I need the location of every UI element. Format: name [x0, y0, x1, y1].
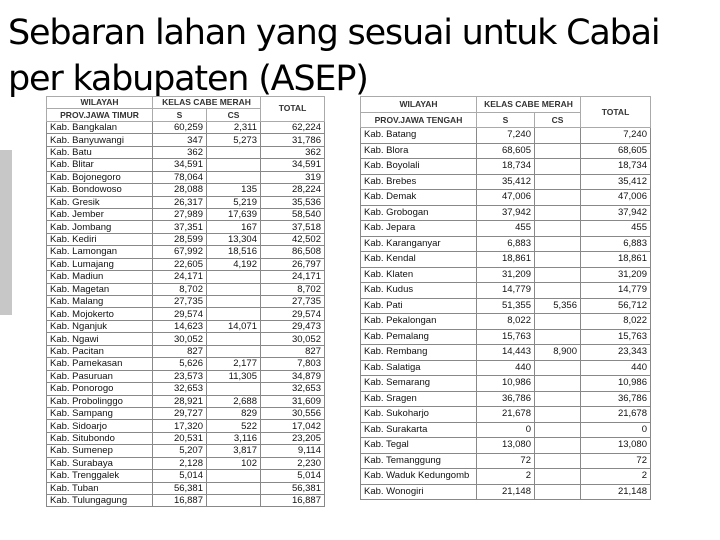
- cell-total: 62,224: [261, 121, 325, 133]
- table-row: [47, 121, 325, 133]
- cell-kabupaten: Kab. Probolinggo: [47, 395, 153, 407]
- cell-total: 47,006: [581, 190, 651, 206]
- cell-cs: 11,305: [207, 370, 261, 382]
- table-row: [361, 236, 651, 252]
- cell-s: 2: [477, 469, 535, 485]
- cell-s: 60,259: [153, 121, 207, 133]
- cell-kabupaten: Kab. Pamekasan: [47, 358, 153, 370]
- cell-cs: [535, 484, 581, 500]
- cell-total: 34,879: [261, 370, 325, 382]
- cell-cs: [535, 453, 581, 469]
- cell-s: 14,443: [477, 345, 535, 361]
- cell-kabupaten: Kab. Tegal: [361, 438, 477, 454]
- cell-cs: 102: [207, 457, 261, 469]
- cell-total: 14,779: [581, 283, 651, 299]
- table-row: [47, 308, 325, 320]
- table-row: [47, 246, 325, 258]
- cell-kabupaten: Kab. Madiun: [47, 271, 153, 283]
- cell-cs: [207, 470, 261, 482]
- table-row: [361, 143, 651, 159]
- cell-s: 21,678: [477, 407, 535, 423]
- table-row: [47, 221, 325, 233]
- header-s: S: [477, 112, 535, 128]
- cell-total: 440: [581, 360, 651, 376]
- cell-cs: [535, 252, 581, 268]
- cell-total: 362: [261, 146, 325, 158]
- cell-cs: [207, 383, 261, 395]
- cell-kabupaten: Kab. Kendal: [361, 252, 477, 268]
- cell-cs: [207, 283, 261, 295]
- cell-cs: [535, 205, 581, 221]
- cell-total: 56,381: [261, 482, 325, 494]
- header-wilayah: WILAYAH: [361, 97, 477, 113]
- cell-cs: [207, 345, 261, 357]
- cell-s: 26,317: [153, 196, 207, 208]
- cell-kabupaten: Kab. Surakarta: [361, 422, 477, 438]
- table-row: [47, 432, 325, 444]
- cell-s: 6,883: [477, 236, 535, 252]
- cell-kabupaten: Kab. Jember: [47, 208, 153, 220]
- cell-kabupaten: Kab. Lumajang: [47, 258, 153, 270]
- cell-s: 827: [153, 345, 207, 357]
- cell-kabupaten: Kab. Pekalongan: [361, 314, 477, 330]
- cell-cs: [207, 333, 261, 345]
- cell-s: 27,989: [153, 208, 207, 220]
- table-row: [361, 484, 651, 500]
- table-row: [361, 298, 651, 314]
- cell-total: 7,803: [261, 358, 325, 370]
- cell-s: 31,209: [477, 267, 535, 283]
- table-row: [361, 221, 651, 237]
- cell-cs: [535, 159, 581, 175]
- cell-s: 440: [477, 360, 535, 376]
- cell-kabupaten: Kab. Sragen: [361, 391, 477, 407]
- cell-s: 15,763: [477, 329, 535, 345]
- cell-cs: 3,817: [207, 445, 261, 457]
- cell-kabupaten: Kab. Brebes: [361, 174, 477, 190]
- cell-total: 2: [581, 469, 651, 485]
- cell-s: 5,626: [153, 358, 207, 370]
- table-row: [47, 233, 325, 245]
- cell-kabupaten: Kab. Boyolali: [361, 159, 477, 175]
- cell-s: 72: [477, 453, 535, 469]
- cell-total: 56,712: [581, 298, 651, 314]
- cell-s: 37,942: [477, 205, 535, 221]
- cell-cs: [535, 314, 581, 330]
- cell-s: 21,148: [477, 484, 535, 500]
- cell-cs: 3,116: [207, 432, 261, 444]
- cell-s: 30,052: [153, 333, 207, 345]
- cell-s: 28,088: [153, 184, 207, 196]
- title-line-1: Sebaran lahan yang sesuai untuk Cabai: [8, 13, 660, 53]
- cell-total: 24,171: [261, 271, 325, 283]
- header-total: TOTAL: [261, 97, 325, 122]
- cell-kabupaten: Kab. Blitar: [47, 159, 153, 171]
- table-row: [47, 333, 325, 345]
- table-row: [47, 283, 325, 295]
- table-row: [47, 258, 325, 270]
- cell-cs: 5,219: [207, 196, 261, 208]
- header-wilayah: WILAYAH: [47, 97, 153, 109]
- table-row: [361, 438, 651, 454]
- cell-kabupaten: Kab. Wonogiri: [361, 484, 477, 500]
- cell-cs: [207, 146, 261, 158]
- cell-total: 18,734: [581, 159, 651, 175]
- cell-s: 18,734: [477, 159, 535, 175]
- cell-s: 455: [477, 221, 535, 237]
- cell-total: 23,343: [581, 345, 651, 361]
- cell-total: 15,763: [581, 329, 651, 345]
- cell-s: 68,605: [477, 143, 535, 159]
- cell-total: 68,605: [581, 143, 651, 159]
- cell-total: 30,556: [261, 407, 325, 419]
- cell-cs: 167: [207, 221, 261, 233]
- cell-total: 21,678: [581, 407, 651, 423]
- table-row: [361, 345, 651, 361]
- cell-cs: 18,516: [207, 246, 261, 258]
- cell-cs: 522: [207, 420, 261, 432]
- table-row: [47, 407, 325, 419]
- cell-kabupaten: Kab. Bojonegoro: [47, 171, 153, 183]
- cell-cs: [207, 495, 261, 507]
- cell-kabupaten: Kab. Sumenep: [47, 445, 153, 457]
- cell-kabupaten: Kab. Kediri: [47, 233, 153, 245]
- cell-s: 35,412: [477, 174, 535, 190]
- cell-cs: 829: [207, 407, 261, 419]
- cell-s: 8,702: [153, 283, 207, 295]
- cell-kabupaten: Kab. Trenggalek: [47, 470, 153, 482]
- cell-s: 16,887: [153, 495, 207, 507]
- cell-kabupaten: Kab. Sukoharjo: [361, 407, 477, 423]
- cell-kabupaten: Kab. Kudus: [361, 283, 477, 299]
- table-row: [361, 159, 651, 175]
- cell-s: 28,921: [153, 395, 207, 407]
- cell-s: 24,171: [153, 271, 207, 283]
- cell-total: 319: [261, 171, 325, 183]
- cell-total: 23,205: [261, 432, 325, 444]
- table-row: [361, 205, 651, 221]
- cell-total: 86,508: [261, 246, 325, 258]
- cell-s: 14,779: [477, 283, 535, 299]
- table-row: [47, 159, 325, 171]
- table-row: [361, 252, 651, 268]
- cell-s: 29,574: [153, 308, 207, 320]
- table-row: [361, 128, 651, 144]
- header-province: PROV.JAWA TIMUR: [47, 109, 153, 121]
- cell-s: 28,599: [153, 233, 207, 245]
- cell-cs: 4,192: [207, 258, 261, 270]
- table-row: [361, 314, 651, 330]
- header-province: PROV.JAWA TENGAH: [361, 112, 477, 128]
- cell-total: 27,735: [261, 296, 325, 308]
- header-row-1: [361, 97, 651, 113]
- cell-kabupaten: Kab. Waduk Kedungomb: [361, 469, 477, 485]
- cell-total: 35,536: [261, 196, 325, 208]
- cell-cs: [207, 171, 261, 183]
- cell-cs: 2,177: [207, 358, 261, 370]
- header-cs: CS: [535, 112, 581, 128]
- cell-cs: 5,356: [535, 298, 581, 314]
- cell-total: 21,148: [581, 484, 651, 500]
- cell-cs: 17,639: [207, 208, 261, 220]
- cell-cs: [535, 407, 581, 423]
- cell-kabupaten: Kab. Jepara: [361, 221, 477, 237]
- cell-s: 22,605: [153, 258, 207, 270]
- cell-kabupaten: Kab. Pati: [361, 298, 477, 314]
- jawa-tengah-table: [360, 96, 651, 500]
- table-row: [47, 395, 325, 407]
- cell-kabupaten: Kab. Temanggung: [361, 453, 477, 469]
- cell-total: 34,591: [261, 159, 325, 171]
- cell-cs: [535, 469, 581, 485]
- cell-cs: [535, 221, 581, 237]
- cell-total: 58,540: [261, 208, 325, 220]
- header-kelas: KELAS CABE MERAH: [153, 97, 261, 109]
- header-cs: CS: [207, 109, 261, 121]
- table-row: [47, 296, 325, 308]
- cell-s: 36,786: [477, 391, 535, 407]
- cell-cs: [535, 438, 581, 454]
- cell-s: 18,861: [477, 252, 535, 268]
- cell-kabupaten: Kab. Batu: [47, 146, 153, 158]
- table-row: [361, 391, 651, 407]
- cell-cs: [535, 376, 581, 392]
- cell-kabupaten: Kab. Lamongan: [47, 246, 153, 258]
- cell-s: 56,381: [153, 482, 207, 494]
- cell-total: 8,702: [261, 283, 325, 295]
- table-row: [47, 146, 325, 158]
- table-row: [47, 457, 325, 469]
- cell-total: 6,883: [581, 236, 651, 252]
- cell-total: 0: [581, 422, 651, 438]
- cell-kabupaten: Kab. Gresik: [47, 196, 153, 208]
- cell-kabupaten: Kab. Jombang: [47, 221, 153, 233]
- cell-kabupaten: Kab. Bondowoso: [47, 184, 153, 196]
- cell-cs: 2,688: [207, 395, 261, 407]
- table-row: [361, 453, 651, 469]
- cell-cs: [535, 174, 581, 190]
- cell-total: 18,861: [581, 252, 651, 268]
- cell-s: 27,735: [153, 296, 207, 308]
- cell-s: 14,623: [153, 320, 207, 332]
- cell-s: 23,573: [153, 370, 207, 382]
- cell-kabupaten: Kab. Pasuruan: [47, 370, 153, 382]
- cell-kabupaten: Kab. Bangkalan: [47, 121, 153, 133]
- jawa-timur-table: [46, 96, 325, 507]
- cell-kabupaten: Kab. Situbondo: [47, 432, 153, 444]
- cell-kabupaten: Kab. Pemalang: [361, 329, 477, 345]
- cell-kabupaten: Kab. Blora: [361, 143, 477, 159]
- table-row: [361, 407, 651, 423]
- cell-total: 31,786: [261, 134, 325, 146]
- cell-total: 72: [581, 453, 651, 469]
- table-row: [361, 190, 651, 206]
- table-row: [47, 358, 325, 370]
- cell-total: 35,412: [581, 174, 651, 190]
- cell-kabupaten: Kab. Malang: [47, 296, 153, 308]
- slide-title: [8, 10, 708, 102]
- header-total: TOTAL: [581, 97, 651, 128]
- cell-s: 13,080: [477, 438, 535, 454]
- table-row: [47, 208, 325, 220]
- cell-kabupaten: Kab. Magetan: [47, 283, 153, 295]
- cell-total: 26,797: [261, 258, 325, 270]
- table-row: [47, 420, 325, 432]
- cell-cs: 14,071: [207, 320, 261, 332]
- cell-total: 31,609: [261, 395, 325, 407]
- cell-cs: [207, 308, 261, 320]
- cell-total: 13,080: [581, 438, 651, 454]
- cell-total: 42,502: [261, 233, 325, 245]
- cell-s: 10,986: [477, 376, 535, 392]
- cell-s: 347: [153, 134, 207, 146]
- cell-s: 0: [477, 422, 535, 438]
- table-row: [361, 267, 651, 283]
- cell-kabupaten: Kab. Demak: [361, 190, 477, 206]
- cell-kabupaten: Kab. Sidoarjo: [47, 420, 153, 432]
- cell-total: 10,986: [581, 376, 651, 392]
- cell-s: 51,355: [477, 298, 535, 314]
- cell-kabupaten: Kab. Klaten: [361, 267, 477, 283]
- cell-s: 47,006: [477, 190, 535, 206]
- cell-s: 5,207: [153, 445, 207, 457]
- cell-cs: [535, 422, 581, 438]
- cell-kabupaten: Kab. Grobogan: [361, 205, 477, 221]
- cell-s: 32,653: [153, 383, 207, 395]
- cell-s: 17,320: [153, 420, 207, 432]
- cell-total: 9,114: [261, 445, 325, 457]
- cell-cs: 135: [207, 184, 261, 196]
- cell-cs: 13,304: [207, 233, 261, 245]
- cell-s: 2,128: [153, 457, 207, 469]
- cell-kabupaten: Kab. Ngawi: [47, 333, 153, 345]
- cell-total: 28,224: [261, 184, 325, 196]
- table-row: [47, 171, 325, 183]
- cell-s: 29,727: [153, 407, 207, 419]
- cell-cs: [207, 159, 261, 171]
- header-row-1: [47, 97, 325, 109]
- cell-cs: [207, 296, 261, 308]
- table-row: [47, 495, 325, 507]
- cell-s: 362: [153, 146, 207, 158]
- cell-cs: [535, 267, 581, 283]
- cell-kabupaten: Kab. Sampang: [47, 407, 153, 419]
- table-row: [361, 283, 651, 299]
- cell-s: 20,531: [153, 432, 207, 444]
- cell-total: 16,887: [261, 495, 325, 507]
- table-row: [47, 345, 325, 357]
- cell-cs: [535, 329, 581, 345]
- cell-cs: [535, 360, 581, 376]
- table-row: [361, 422, 651, 438]
- cell-s: 8,022: [477, 314, 535, 330]
- cell-cs: 5,273: [207, 134, 261, 146]
- cell-cs: [207, 482, 261, 494]
- cell-s: 67,992: [153, 246, 207, 258]
- cell-kabupaten: Kab. Rembang: [361, 345, 477, 361]
- header-kelas: KELAS CABE MERAH: [477, 97, 581, 113]
- cell-total: 455: [581, 221, 651, 237]
- cell-kabupaten: Kab. Surabaya: [47, 457, 153, 469]
- table-row: [47, 383, 325, 395]
- table-row: [47, 184, 325, 196]
- cell-s: 34,591: [153, 159, 207, 171]
- cell-kabupaten: Kab. Pacitan: [47, 345, 153, 357]
- cell-kabupaten: Kab. Batang: [361, 128, 477, 144]
- cell-total: 8,022: [581, 314, 651, 330]
- left-edge-decoration: [0, 150, 12, 315]
- cell-cs: [535, 143, 581, 159]
- cell-s: 37,351: [153, 221, 207, 233]
- cell-total: 31,209: [581, 267, 651, 283]
- cell-cs: [535, 190, 581, 206]
- cell-kabupaten: Kab. Tulungagung: [47, 495, 153, 507]
- table-row: [361, 376, 651, 392]
- cell-cs: [535, 128, 581, 144]
- cell-total: 2,230: [261, 457, 325, 469]
- cell-total: 30,052: [261, 333, 325, 345]
- table-row: [47, 271, 325, 283]
- table-row: [361, 174, 651, 190]
- cell-total: 5,014: [261, 470, 325, 482]
- cell-kabupaten: Kab. Banyuwangi: [47, 134, 153, 146]
- cell-total: 827: [261, 345, 325, 357]
- cell-kabupaten: Kab. Karanganyar: [361, 236, 477, 252]
- cell-cs: [535, 391, 581, 407]
- cell-kabupaten: Kab. Semarang: [361, 376, 477, 392]
- table-row: [361, 360, 651, 376]
- cell-cs: [535, 283, 581, 299]
- cell-kabupaten: Kab. Nganjuk: [47, 320, 153, 332]
- cell-total: 37,518: [261, 221, 325, 233]
- table-row: [47, 370, 325, 382]
- cell-kabupaten: Kab. Mojokerto: [47, 308, 153, 320]
- cell-total: 29,473: [261, 320, 325, 332]
- table-row: [361, 329, 651, 345]
- cell-cs: [535, 236, 581, 252]
- table-row: [361, 469, 651, 485]
- cell-total: 29,574: [261, 308, 325, 320]
- cell-cs: 8,900: [535, 345, 581, 361]
- cell-kabupaten: Kab. Salatiga: [361, 360, 477, 376]
- title-line-2: per kabupaten (ASEP): [8, 59, 368, 99]
- table-row: [47, 320, 325, 332]
- table-row: [47, 482, 325, 494]
- cell-kabupaten: Kab. Ponorogo: [47, 383, 153, 395]
- table-row: [47, 470, 325, 482]
- cell-total: 17,042: [261, 420, 325, 432]
- cell-total: 7,240: [581, 128, 651, 144]
- cell-s: 7,240: [477, 128, 535, 144]
- header-s: S: [153, 109, 207, 121]
- cell-cs: 2,311: [207, 121, 261, 133]
- cell-total: 37,942: [581, 205, 651, 221]
- table-row: [47, 196, 325, 208]
- cell-s: 5,014: [153, 470, 207, 482]
- table-row: [47, 134, 325, 146]
- cell-cs: [207, 271, 261, 283]
- cell-s: 78,064: [153, 171, 207, 183]
- table-row: [47, 445, 325, 457]
- cell-kabupaten: Kab. Tuban: [47, 482, 153, 494]
- cell-total: 32,653: [261, 383, 325, 395]
- cell-total: 36,786: [581, 391, 651, 407]
